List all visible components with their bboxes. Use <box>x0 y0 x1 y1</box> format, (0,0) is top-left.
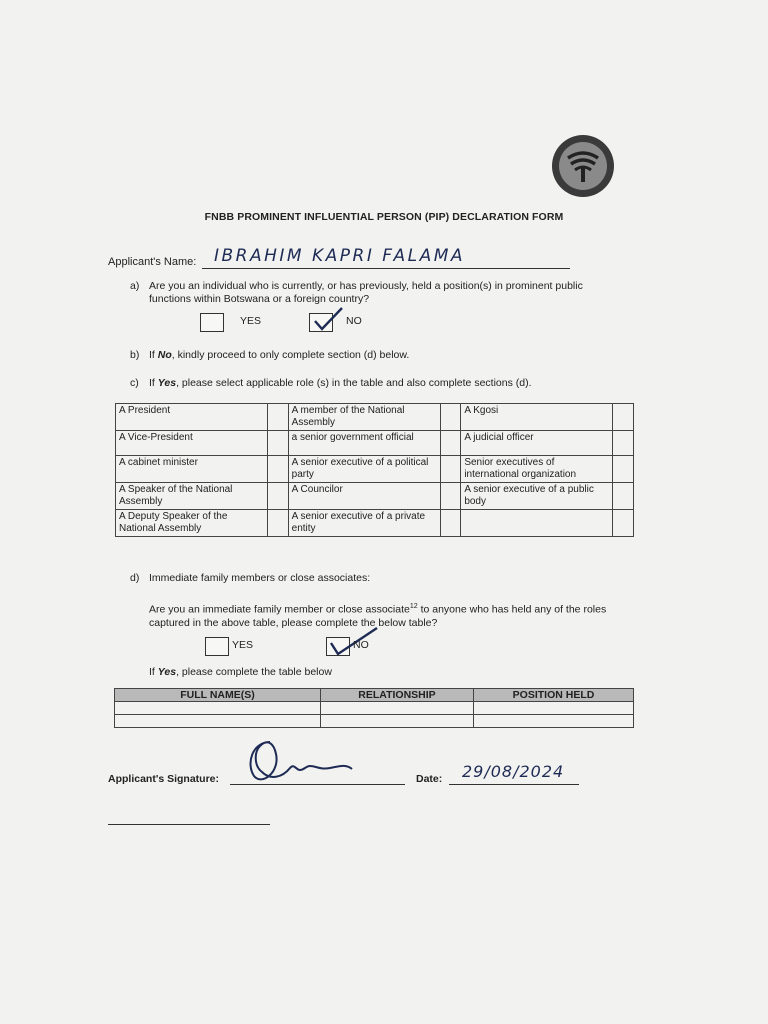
role-cell: A Deputy Speaker of the National Assembly <box>116 510 268 537</box>
role-cell: a senior government official <box>288 431 440 456</box>
section-d-heading: Immediate family members or close associates: <box>149 572 371 584</box>
role-checkbox[interactable] <box>440 483 461 510</box>
table-row <box>115 702 634 715</box>
if-emph: Yes <box>157 666 177 678</box>
section-a-yes-label: YES <box>240 315 262 327</box>
signature-label: Applicant's Signature: <box>108 773 220 785</box>
footnote-separator <box>108 824 270 825</box>
applicant-name-label: Applicant's Name: <box>108 256 197 268</box>
if-prefix: If <box>149 666 158 678</box>
section-d-no-checkbox[interactable] <box>326 637 350 656</box>
role-checkbox[interactable] <box>440 456 461 483</box>
section-c-prefix: If <box>149 377 158 389</box>
section-d-question-part2: to anyone who has held any of the roles captured in the above table, please complete the below table? <box>149 603 607 629</box>
role-cell <box>461 510 613 537</box>
role-cell: A Speaker of the National Assembly <box>116 483 268 510</box>
role-checkbox[interactable] <box>440 510 461 537</box>
header-position-held: POSITION HELD <box>474 689 634 702</box>
role-checkbox[interactable] <box>440 431 461 456</box>
role-checkbox[interactable] <box>267 483 288 510</box>
section-c-emph: Yes <box>157 377 177 389</box>
family-table-instruction <box>149 666 332 679</box>
handwritten-signature[interactable] <box>240 736 360 788</box>
section-b-rest: , kindly proceed to only complete section (d) below. <box>171 349 410 361</box>
family-cell[interactable] <box>115 702 321 715</box>
role-checkbox[interactable] <box>267 431 288 456</box>
date-label: Date: <box>416 773 443 785</box>
header-relationship: RELATIONSHIP <box>321 689 474 702</box>
role-checkbox[interactable] <box>613 456 634 483</box>
section-b-prefix: If <box>149 349 158 361</box>
family-cell[interactable] <box>115 715 321 728</box>
family-table-header <box>115 689 634 702</box>
role-cell: A Kgosi <box>461 404 613 431</box>
table-row <box>115 715 634 728</box>
section-d-no-label: NO <box>353 639 369 651</box>
role-checkbox[interactable] <box>613 510 634 537</box>
role-cell: A judicial officer <box>461 431 613 456</box>
table-row <box>116 483 634 510</box>
family-cell[interactable] <box>474 702 634 715</box>
role-checkbox[interactable] <box>613 483 634 510</box>
role-cell: A senior executive of a political party <box>288 456 440 483</box>
family-cell[interactable] <box>321 702 474 715</box>
family-table <box>114 688 634 728</box>
section-b-emph: No <box>157 349 172 361</box>
fnb-tree-logo-icon <box>548 133 618 199</box>
section-b-letter: b) <box>130 349 140 361</box>
role-cell: A President <box>116 404 268 431</box>
table-row <box>116 510 634 537</box>
section-d-question-part1: Are you an immediate family member or close associate <box>149 603 410 616</box>
section-c-text <box>149 377 532 390</box>
roles-table <box>115 403 634 537</box>
role-cell: A member of the National Assembly <box>288 404 440 431</box>
applicant-name-line <box>202 268 570 269</box>
table-row <box>116 431 634 456</box>
role-checkbox[interactable] <box>613 431 634 456</box>
section-a-no-label: NO <box>346 315 362 327</box>
role-cell: A Vice-President <box>116 431 268 456</box>
section-a-question: Are you an individual who is currently, or has previously, held a position(s) in prominent public functions within Botswana or a foreign country? <box>149 280 583 305</box>
section-d-question <box>149 600 639 630</box>
role-checkbox[interactable] <box>267 510 288 537</box>
if-rest: , please complete the table below <box>176 666 332 678</box>
family-cell[interactable] <box>474 715 634 728</box>
date-line <box>449 784 579 785</box>
table-row <box>116 456 634 483</box>
role-checkbox[interactable] <box>267 404 288 431</box>
table-row <box>116 404 634 431</box>
check-mark-icon <box>312 306 346 332</box>
date-value[interactable]: 29/08/2024 <box>462 762 565 781</box>
section-c-rest: , please select applicable role (s) in the table and also complete sections (d). <box>176 377 532 389</box>
role-checkbox[interactable] <box>613 404 634 431</box>
section-d-yes-checkbox[interactable] <box>205 637 229 656</box>
section-d-yes-label: YES <box>232 639 254 651</box>
role-cell: A senior executive of a private entity <box>288 510 440 537</box>
role-cell: A senior executive of a public body <box>461 483 613 510</box>
form-title: FNBB PROMINENT INFLUENTIAL PERSON (PIP) DECLARATION FORM <box>204 211 564 223</box>
footnote-ref: 12 <box>409 603 418 610</box>
role-cell: A Councilor <box>288 483 440 510</box>
section-b-text <box>149 349 409 362</box>
section-a-yes-checkbox[interactable] <box>200 313 224 332</box>
section-a-no-checkbox[interactable] <box>309 313 333 332</box>
role-checkbox[interactable] <box>267 456 288 483</box>
section-d-letter: d) <box>130 572 140 584</box>
family-cell[interactable] <box>321 715 474 728</box>
role-cell: A cabinet minister <box>116 456 268 483</box>
section-a-letter: a) <box>130 280 140 292</box>
role-checkbox[interactable] <box>440 404 461 431</box>
role-cell: Senior executives of international organization <box>461 456 613 483</box>
applicant-name-value[interactable]: IBRAHIM KAPRI FALAMA <box>214 246 466 266</box>
header-full-names: FULL NAME(S) <box>115 689 321 702</box>
section-c-letter: c) <box>130 377 139 389</box>
